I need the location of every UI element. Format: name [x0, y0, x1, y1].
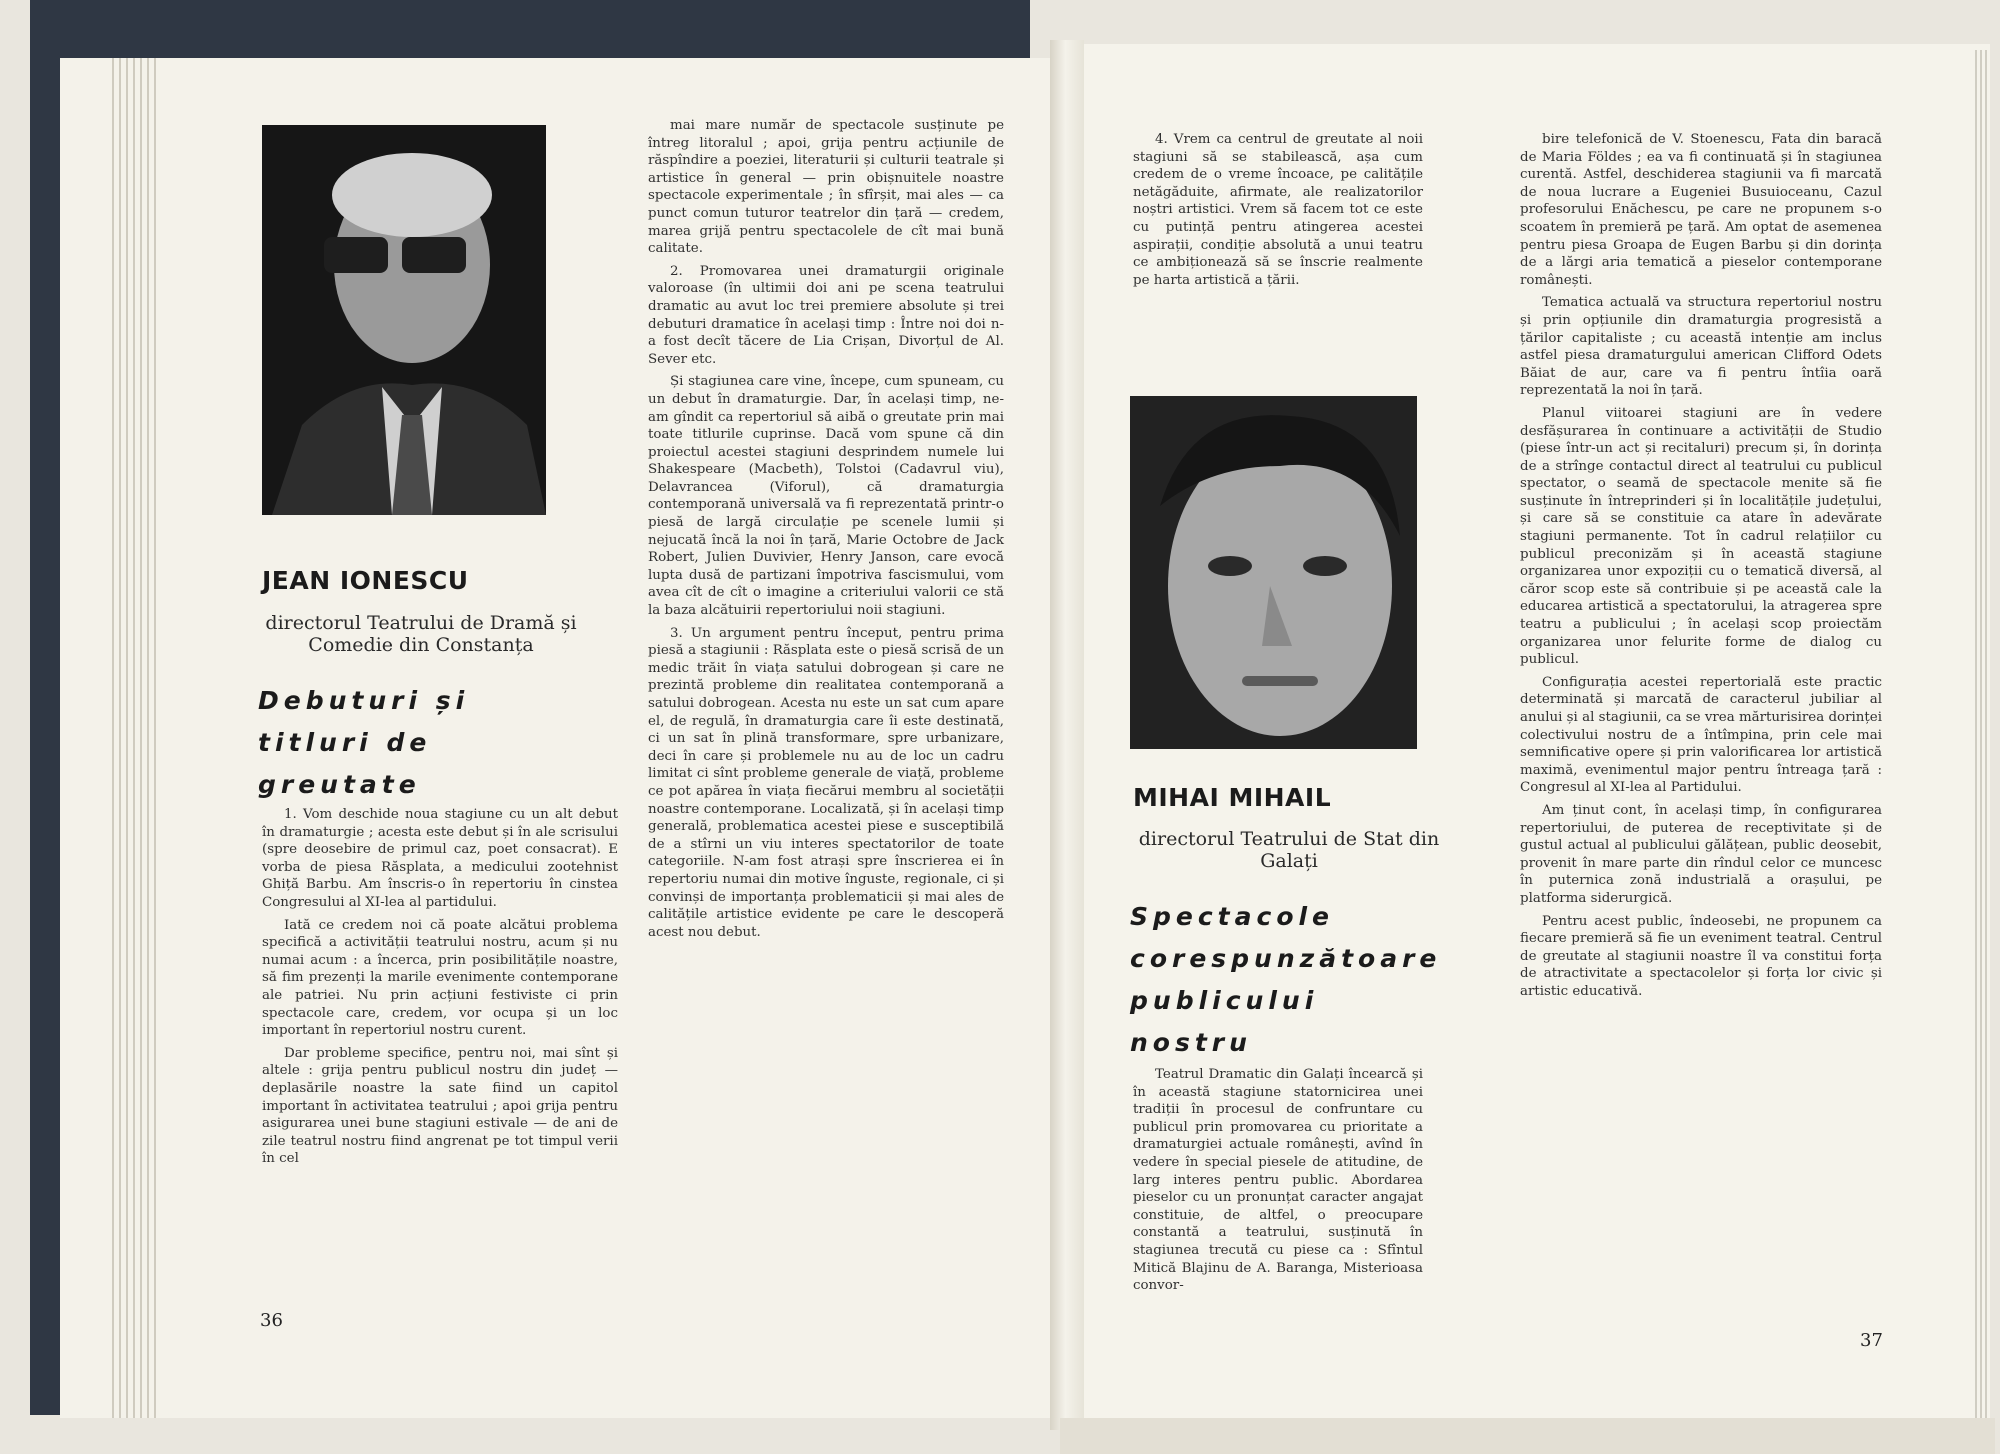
right-page-column-1-top: [1133, 131, 1423, 294]
page-bottom-edge: [1060, 1418, 1995, 1454]
author-name-mihai-mihail: MIHAI MIHAIL: [1133, 783, 1332, 812]
paragraph: bire telefonică de V. Stoenescu, Fata din baracă de Maria Földes ; ea va fi continuată și în stagiunea curentă. Astfel, deschiderea stagiunii va fi marcată de noua lucrare a Eugeniei Busuioceanu, Cazul profesorului Enăchescu, pe care ne propunem s-o scoatem în premieră pe țară. Am optat de asemenea pentru piesa Groapa de Eugen Barbu și din dorința de a lărgi aria tematică a pieselor contemporane românești.: [1520, 132, 1882, 288]
page-number-right: 37: [1860, 1330, 1883, 1351]
left-page-column-2: [648, 117, 1004, 946]
right-page-edges: [1975, 50, 1987, 1420]
author-role-right: directorul Teatrului de Stat din Galați: [1138, 828, 1440, 872]
left-page-column-1: [262, 806, 618, 1173]
paragraph: Teatrul Dramatic din Galați încearcă și în această stagiune statornicirea unei tradiții în procesul de confruntare cu publicul prin promovarea cu prioritate a dramaturgiei actuale românești, avînd în vedere în special piesele de atitudine, de larg interes pentru public. Abordarea pieselor cu un pronunțat caracter angajat constituie, de altfel, o preocupare constantă a teatrului, susținută în stagiunea trecută cu piese ca : Sfîntul Mitică Blajinu de A. Baranga, Misterioasa convor-: [1133, 1067, 1423, 1294]
paragraph: mai mare număr de spectacole susținute pe întreg litoralul ; apoi, grija pentru acțiunile de răspîndire a poeziei, literaturii și culturii teatrale și artistice în general — prin obișnuitele noastre spectacole experimentale ; în sfîrșit, mai ales — ca punct comun tuturor teatrelor din țară — credem, marea grijă pentru spectacolele de cît mai bună calitate.: [648, 118, 1004, 257]
right-page-column-2: [1520, 131, 1882, 1006]
author-role-left: directorul Teatrului de Dramă și Comedie din Constanța: [265, 612, 577, 656]
paragraph: Tematica actuală va structura repertoriul nostru și prin opțiunile din dramaturgia progresistă a țărilor capitaliste ; cu această intenție am inclus astfel piesa dramaturgului american Clifford Odets Băiat de aur, care va fi pentru întîia oară reprezentată la noi în țară.: [1520, 295, 1882, 399]
portrait-photo-jean-ionescu: [262, 125, 546, 515]
paragraph: Dar probleme specifice, pentru noi, mai sînt și altele : grija pentru publicul nostru din județ — deplasările noastre la sate fiind un capitol important în activitatea teatrului ; apoi grija pentru asigurarea unei bune stagiuni estivale — de ani de zile teatrul nostru fiind angrenat pe tot timpul verii în cel: [262, 1045, 618, 1167]
article-title-left: Debuturi și titluri de greutate: [258, 686, 470, 799]
portrait-image: [262, 125, 546, 515]
left-page-edges: [112, 58, 156, 1418]
paragraph: Pentru acest public, îndeosebi, ne propunem ca fiecare premieră să fie un eveniment teatral. Centrul de greutate al stagiunii noastre îl va constitui forța de atractivitate a spectacolelor și forța lor civic și artistic educativă.: [1520, 913, 1882, 999]
article-title-right: Spectacole corespunzătoare publicului nostru: [1130, 902, 1442, 1057]
portrait-photo-mihai-mihail: [1130, 396, 1417, 749]
paragraph: 2. Promovarea unei dramaturgii originale valoroase (în ultimii doi ani pe scena teatrului dramatic au avut loc trei premiere absolute și trei debuturi dramatice în același timp : Între noi doi n-a fost decît tăcere de Lia Crișan, Divorțul de Al. Sever etc.: [648, 263, 1004, 367]
paragraph: Planul viitoarei stagiuni are în vedere desfășurarea în continuare a activității de Studio (piese într-un act și recitaluri) precum și, în dorința de a strînge contactul direct al teatrului cu publicul spectator, o seamă de spectacole menite să fie susținute în întreprinderi și în localitățile județului, și care să se constituie ca atare în adevărate stagiuni permanente. Tot în cadrul relațiilor cu publicul preconizăm și în această stagiune organizarea unor expoziții cu o tematică diversă, al căror scop este să contribuie și pe această cale la educarea artistică a spectatorului, la atragerea spre teatru a publicului ; în același scop proiectăm organizarea unor felurite forme de dialog cu publicul.: [1520, 405, 1882, 668]
portrait-image: [1130, 396, 1417, 749]
author-name-jean-ionescu: JEAN IONESCU: [262, 566, 469, 595]
paragraph: 4. Vrem ca centrul de greutate al noii stagiuni să se stabilească, așa cum credem de o vreme încoace, pe calitățile netăgăduite, afirmate, ale realizatorilor noștri artistici. Vrem să facem tot ce este cu putință pentru atingerea acestei aspirații, condiție absolută a unui teatru ce ambiționează să se înscrie realmente pe harta artistică a țării.: [1133, 132, 1423, 288]
book-gutter: [1050, 40, 1084, 1430]
paragraph: Iată ce credem noi că poate alcătui problema specifică a activității teatrului nostru, acum și nu numai acum : a încerca, prin posibilitățile noastre, să fim prezenți la marile evenimente contemporane ale patriei. Nu prin acțiuni festiviste ci prin spectacole care, credem, vor ocupa și un loc important în repertoriul nostru curent.: [262, 917, 618, 1039]
page-number-left: 36: [260, 1310, 283, 1331]
paragraph: 1. Vom deschide noua stagiune cu un alt debut în dramaturgie ; acesta este debut și în ale scrisului (spre deosebire de primul caz, poet consacrat). E vorba de piesa Răsplata, a medicului zootehnist Ghiță Barbu. Am înscris-o în repertoriu în cinstea Congresului al XI-lea al partidului.: [262, 807, 618, 910]
paragraph: Și stagiunea care vine, începe, cum spuneam, cu un debut în dramaturgie. Dar, în același timp, ne-am gîndit ca repertoriul să aibă o greutate prin mai toate titlurile cuprinse. Dacă vom spune că din proiectul acestei stagiuni desprindem numele lui Shakespeare (Macbeth), Tolstoi (Cadavrul viu), Delavrancea (Viforul), că dramaturgia contemporană universală va fi reprezentată printr-o piesă de largă circulație pe scenele lumii și nejucată încă la noi în țară, Marie Octobre de Jack Robert, Julien Duvivier, Henry Janson, care evocă lupta dusă de partizani împotriva fascismului, vom avea cît de cît o imagine a criteriului valorii ce stă la baza alcătuirii repertoriului noii stagiuni.: [648, 374, 1004, 619]
right-page-column-1-bottom: [1133, 1066, 1423, 1300]
paragraph: Am ținut cont, în același timp, în configurarea repertoriului, de puterea de receptivitate și de gustul actual al publicului gălățean, public deosebit, provenit în mare parte din rîndul celor ce muncesc în puternica zonă industrială a orașului, pe platforma siderurgică.: [1520, 802, 1882, 906]
paragraph: Configurația acestei repertorială este practic determinată și marcată de caracterul jubiliar al anului și al stagiunii, ca se vrea mărturisirea dorinței colectivului nostru de a întîmpina, prin cele mai semnificative opere și prin valorificarea lor artistică maximă, evenimentul major pentru întreaga țară : Congresul al XI-lea al Partidului.: [1520, 674, 1882, 796]
paragraph: 3. Un argument pentru început, pentru prima piesă a stagiunii : Răsplata este o piesă scrisă de un medic trăit în viața satului dobrogean și care ne prezintă probleme din realitatea contemporană a satului dobrogean. Acesta nu este un sat cum apare el, de regulă, în dramaturgia care îi este destinată, ci un sat în plină transformare, spre urbanizare, deci în care și problemele nu au de loc un cadru limitat ci sînt probleme generale de viață, probleme ce pot apărea în viața fiecărui membru al societății noastre contemporane. Localizată, și în același timp generală, problematica acestei piese e susceptibilă de a stîrni un viu interes spectatorilor de toate categoriile. N-am fost atrași spre înscrierea ei în repertoriu numai din motive înguste, regionale, ci și convinși de importanța problematicii și mai ales de calitățile artistice evidente pe care le descoperă acest nou debut.: [648, 625, 1004, 940]
